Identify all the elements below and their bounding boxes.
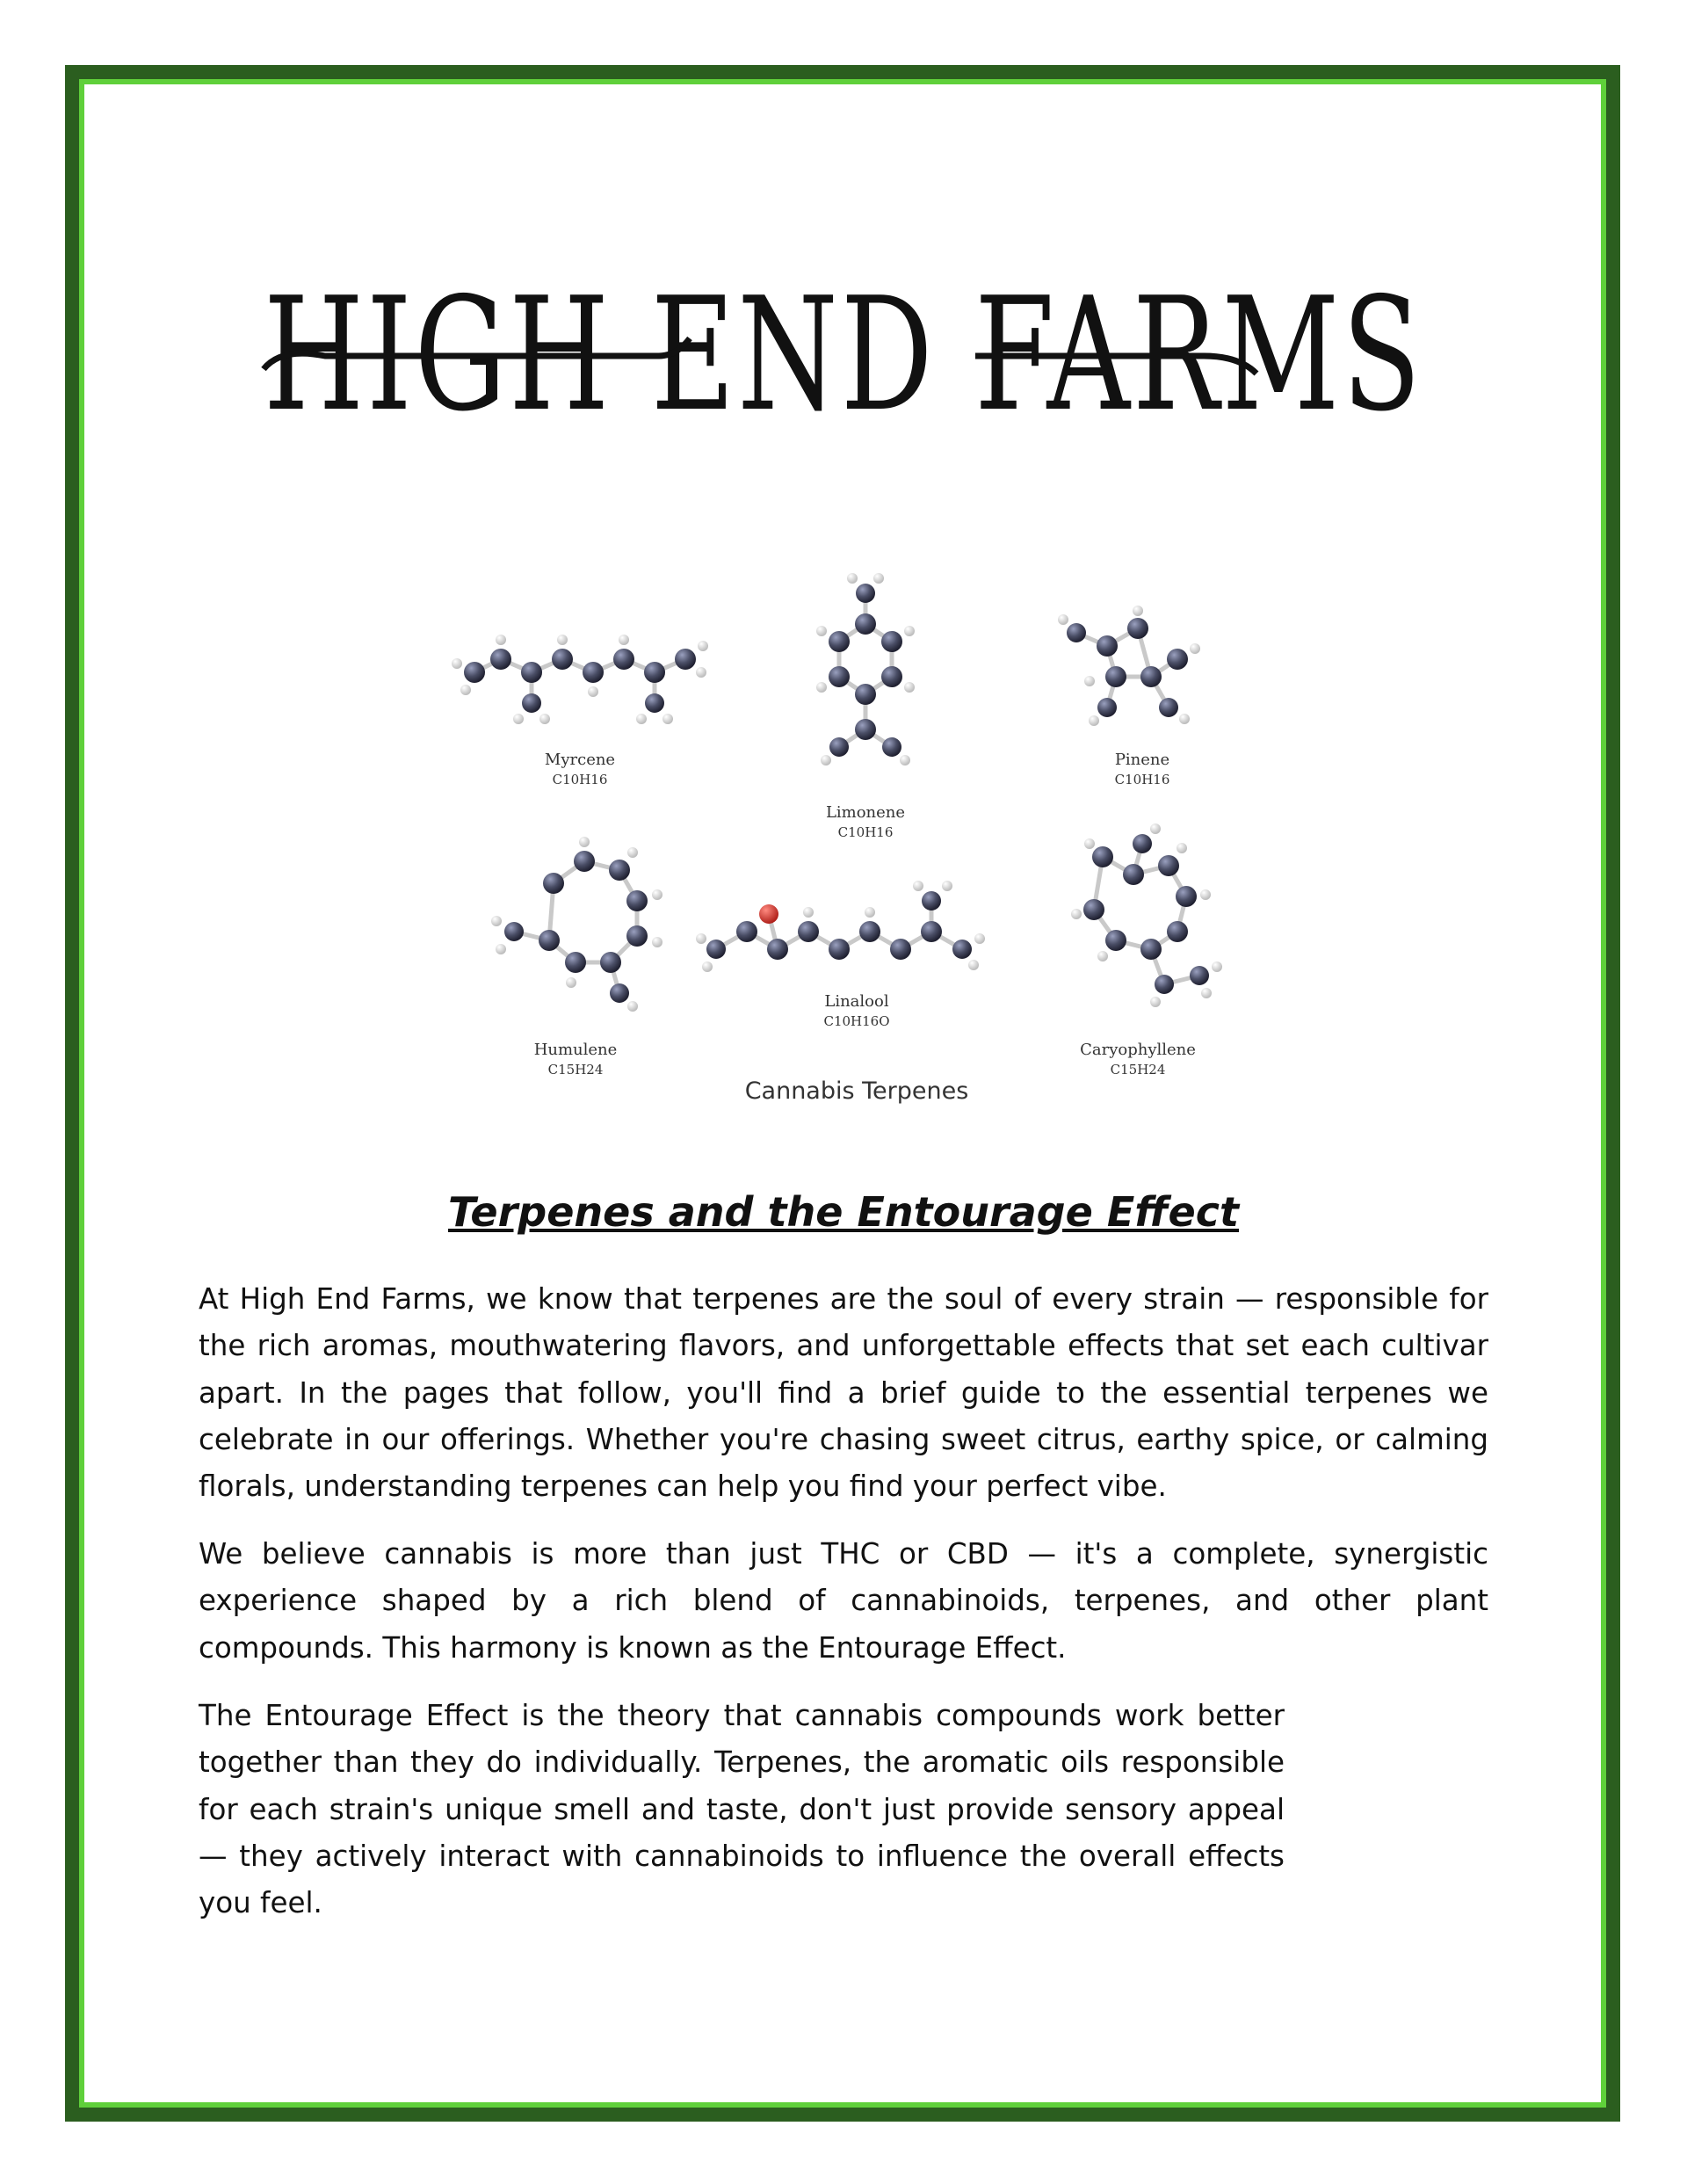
intro-paragraph: At High End Farms, we know that terpenes are the soul of every strain — responsible for the rich aromas, mouthwatering flavors, and unforgettable effects that set each cultivar apart. In the pages that follow, you'll find a brief guide to the essential terpenes we celebrate in our offerings. Whether you're chasing sweet citrus, earthy spice, or calming florals, understanding terpenes can help you find your perfect vibe. [199,1282,1488,1504]
myrcene-molecule [452,635,708,724]
brand-logo-text: HIGH END FARMS [264,264,1423,446]
linalool-label: Linalool [824,992,889,1011]
linalool-formula: C10H16O [823,1013,890,1029]
limonene-formula: C10H16 [837,824,894,840]
humulene-formula: C15H24 [547,1062,604,1077]
section-title: Terpenes and the Entourage Effect [447,1188,1240,1236]
humulene-label: Humulene [533,1041,618,1059]
pinene-label: Pinene [1114,751,1170,769]
pinene-molecule [1058,606,1200,726]
limonene-molecule [816,573,915,765]
caryophyllene-label: Caryophyllene [1080,1041,1196,1059]
myrcene-label: Myrcene [544,751,616,769]
entourage-paragraph: The Entourage Effect is the theory that cannabis compounds work better together than they do individually. Terpenes, the aromatic oils responsible for each strain's unique smell and taste, don't just provide sensory appeal — they actively interact with cannabinoids to influence the overall effects you feel. [199,1699,1285,1920]
belief-paragraph: We believe cannabis is more than just THC or CBD — it's a complete, synergistic experience shaped by a rich blend of cannabinoids, terpenes, and other plant compounds. This harmony is known as the Entourage Effect. [199,1537,1488,1665]
figure-caption: Cannabis Terpenes [744,1077,969,1105]
pinene-formula: C10H16 [1114,772,1170,787]
linalool-molecule [696,881,985,972]
caryophyllene-formula: C15H24 [1110,1062,1166,1077]
humulene-molecule [491,837,662,1012]
terpene-molecules-figure [422,562,1265,1134]
brand-logo [255,224,1432,461]
limonene-label: Limonene [825,803,906,822]
myrcene-formula: C10H16 [552,772,608,787]
caryophyllene-molecule [1071,824,1222,1007]
